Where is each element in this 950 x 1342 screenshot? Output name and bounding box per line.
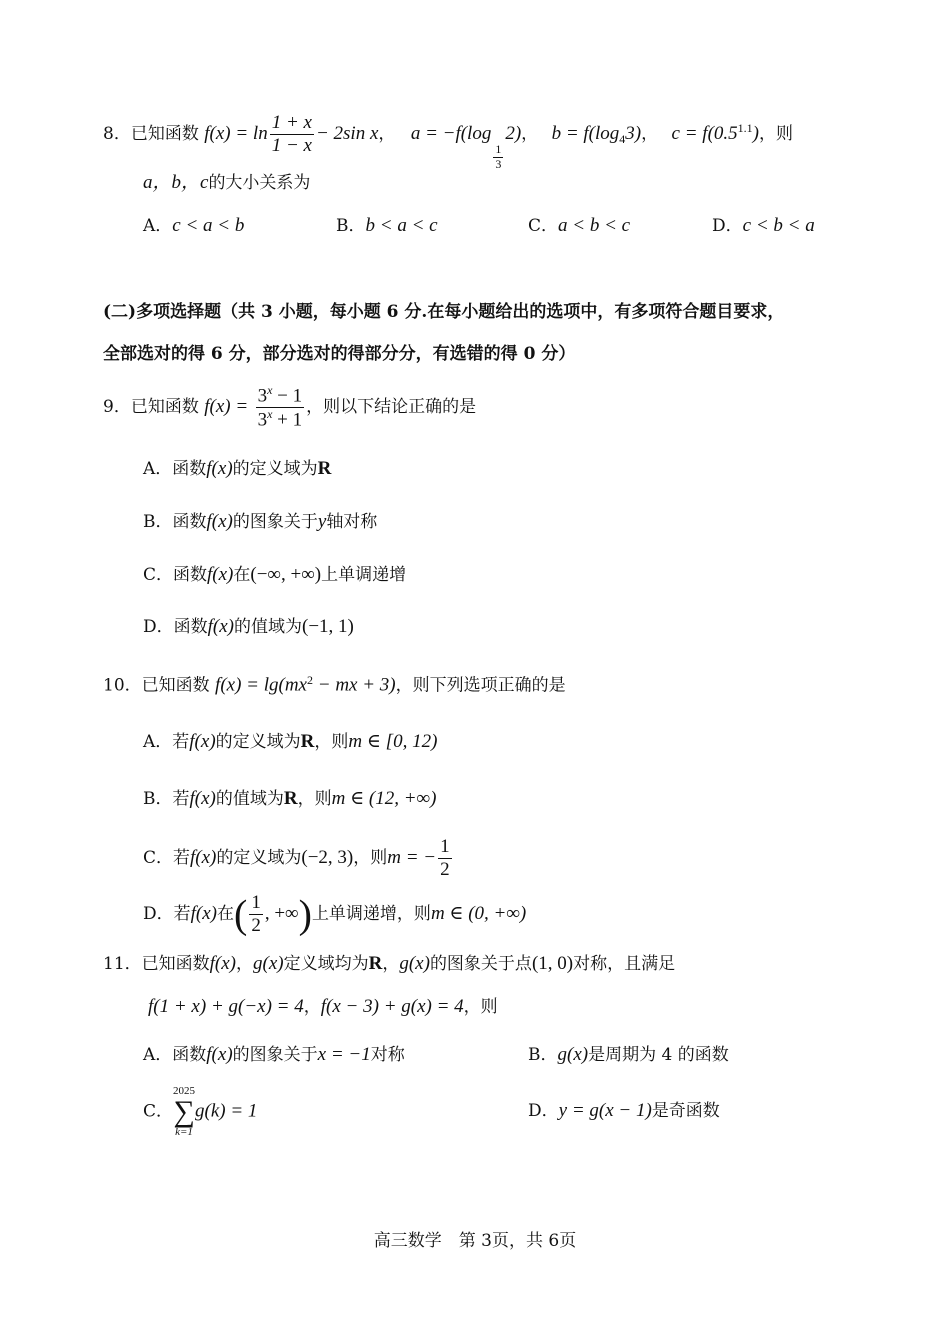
section-header-line1: (二)多项选择题（共 3 小题，每小题 6 分.在每小题给出的选项中，有多项符合题目要求， [103,302,785,322]
q10-option-a: A．若f(x)的定义域为R，则m ∈ [0, 12) [143,731,438,752]
q11-stem-line1: 11．已知函数f(x)，g(x)定义域均为R，g(x)的图象关于点(1, 0)对称，且满足 [103,953,676,974]
q8-option-a: A．c < a < b [143,215,245,236]
q8-option-c: C．a < b < c [528,215,631,236]
q9-option-c: C．函数f(x)在(−∞, +∞)上单调递增 [143,564,407,585]
q9-option-a: A．函数f(x)的定义域为R [143,458,332,479]
page-footer: 高三数学 第 3页，共 6页 [373,1231,577,1251]
q11-option-b: B．g(x)是周期为 4 的函数 [528,1044,729,1065]
q8-fraction: $\frac{1 + x}{1 - x}$ [271,112,312,156]
q9-stem: 9．已知函数 f(x) = $\frac{3^x - 1}{3^x + 1}$ ，则以下结论正确的是 [103,383,477,431]
q8-line1: 8．已知函数 f(x) = ln $\frac{1 + x}{1 - x}$ − 2sin x， a = −f(log $\frac{1}{3}$ 2)， $b = f(\log_43)$， $c = f(0.5^{1.1})$，则 [103,112,793,171]
q11-option-a: A．函数f(x)的图象关于x = −1对称 [143,1044,405,1065]
q11-number: 11． [103,954,142,974]
q10-option-b: B．若f(x)的值域为R，则m ∈ (12, +∞) [143,788,437,809]
q10-option-d: D．若f(x)在( $\frac{1}{2}$ , +∞)上单调递增，则m ∈ (0, +∞) [143,891,527,937]
q8-option-b: B．b < a < c [336,215,438,236]
q8-line2: a，b，c的大小关系为 [143,172,311,193]
q9-option-d: D．函数f(x)的值域为(−1, 1) [143,616,354,637]
q11-stem-line2: f(1 + x) + g(−x) = 4，f(x − 3) + g(x) = 4，则 [148,996,498,1017]
q8-option-d: D．c < b < a [712,215,815,236]
q9-fraction: $\frac{3^x - 1}{3^x + 1}$ [257,383,303,431]
summation-symbol: 2025 ∑ k=1 [173,1085,196,1138]
q11-option-c: C． 2025 ∑ k=1 g(k) = 1 [143,1085,258,1138]
q9-number: 9． [103,397,131,418]
section-header-line2: 全部选对的得 6 分，部分选对的得部分分，有选错的得 0 分） [103,344,576,364]
q10-stem: 10．已知函数 $f(x) = \lg(mx^2$ − mx + 3)，则下列选项正确的是 [103,673,566,696]
q10-option-c: C．若f(x)的定义域为(−2, 3)，则m = − $\frac{1}{2}$ [143,836,450,880]
q10-number: 10． [103,675,142,696]
q9-option-b: B．函数f(x)的图象关于y轴对称 [143,511,378,532]
q8-number: 8． [103,123,131,144]
q11-option-d: D．y = g(x − 1)是奇函数 [528,1100,720,1121]
